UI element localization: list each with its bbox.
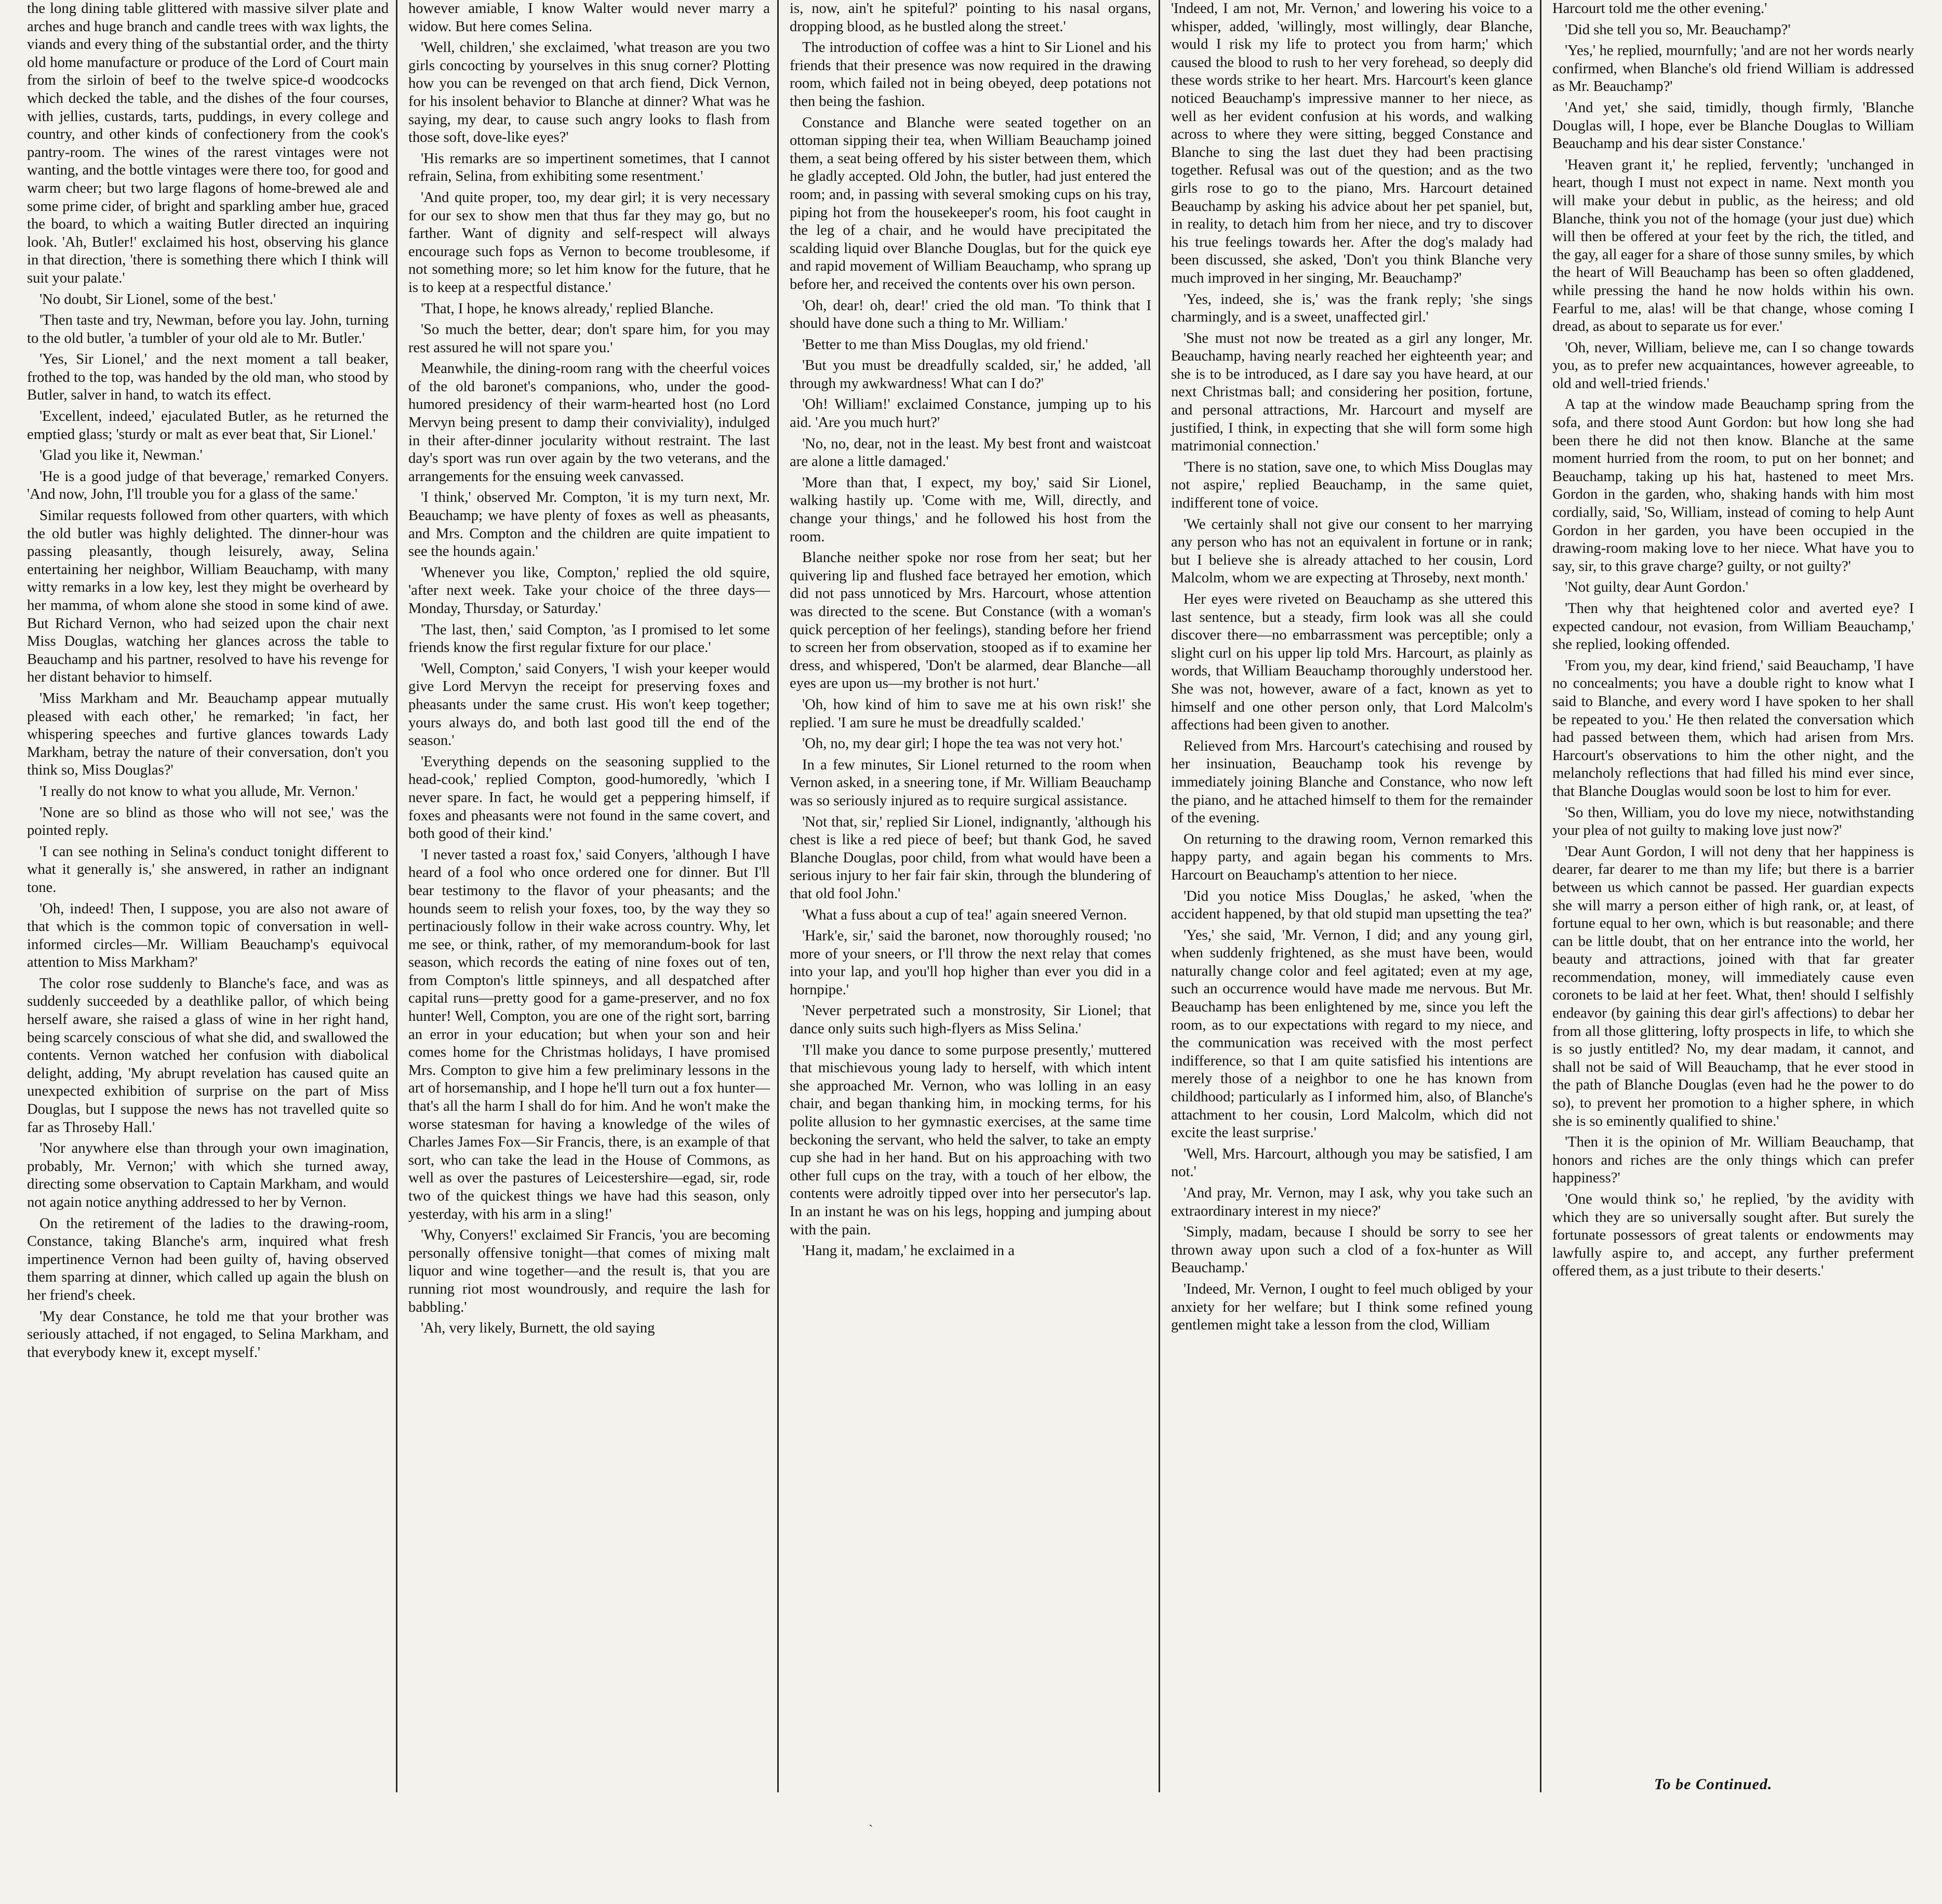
article-paragraph: 'Better to me than Miss Douglas, my old friend.' <box>802 336 1088 353</box>
article-paragraph: 'Then it is the opinion of Mr. William Beauchamp, that honors and riches are the only things which can prefer happiness?' <box>1552 1134 1914 1187</box>
stray-print-mark: ` <box>869 1822 873 1838</box>
article-paragraph: 'And yet,' she said, timidly, though firmly, 'Blanche Douglas will, I hope, ever be Blanche Douglas to William Beauchamp and his dear sister Constance.' <box>1552 99 1914 152</box>
article-paragraph: 'Everything depends on the seasoning supplied to the head-cook,' replied Compton, good-humoredly, 'which I never spare. In fact, he would get a peppering himself, if foxes and pheasants were not found in the same covert, and both good of their kind.' <box>408 753 770 842</box>
article-paragraph: 'Glad you like it, Newman.' <box>39 447 203 464</box>
article-paragraph: 'There is no station, save one, to which Miss Douglas may not aspire,' replied Beauchamp, in the same quiet, indifferent tone of voice. <box>1171 459 1533 512</box>
article-paragraph: 'Oh, indeed! Then, I suppose, you are also not aware of that which is the common topic of conversation in well-informed circles—Mr. William Beauchamp's equivocal attention to Miss Markham?' <box>27 900 389 971</box>
article-paragraph: 'None are so blind as those who will not see,' was the pointed reply. <box>27 804 389 839</box>
article-paragraph: 'Simply, madam, because I should be sorry to see her thrown away upon such a clod of a fox-hunter as Will Beauchamp.' <box>1171 1224 1533 1276</box>
article-paragraph: 'One would think so,' he replied, 'by the avidity with which they are so universally sought after. But surely the fortunate possessors of great talents or endowments may lawfully aspire to, and accept, any further preferment offered them, as a just tribute to their deserts.' <box>1552 1191 1914 1280</box>
article-paragraph: 'She must not now be treated as a girl any longer, Mr. Beauchamp, having nearly reached her eighteenth year; and she is to be introduced, as I dare say you have heard, at our next Christmas ball; and considering her position, fortune, and personal attractions, Mr. Harcourt and myself are justified, I think, in expecting that she will form some high matrimonial connection.' <box>1171 330 1533 455</box>
article-paragraph: 'So much the better, dear; don't spare him, for you may rest assured he will not spare you.' <box>408 322 770 356</box>
article-paragraph: Her eyes were riveted on Beauchamp as she uttered this last sentence, but a steady, firm look was all she could discover there—no embarrassment was perceptible; only a slight curl on his upper lip told Mrs. Harcourt, as plainly as words, that William Beauchamp thoroughly understood her. She was not, however, aware of a fact, known as yet to himself and one other person only, that Lord Malcolm's affections had been given to another. <box>1171 591 1533 734</box>
article-paragraph: 'Yes, indeed, she is,' was the frank reply; 'she sings charmingly, and is a sweet, unaffected girl.' <box>1171 291 1533 326</box>
article-paragraph: 'No, no, dear, not in the least. My best front and waistcoat are alone a little damaged.' <box>790 435 1151 470</box>
article-paragraph: 'Well, Compton,' said Conyers, 'I wish your keeper would give Lord Mervyn the receipt for preserving foxes and pheasants under the same crust. His won't keep together; yours always do, and both last good till the end of the season.' <box>408 660 770 749</box>
article-paragraph: 'That, I hope, he knows already,' replied Blanche. <box>421 300 714 317</box>
article-paragraph: however amiable, I know Walter would never marry a widow. But here comes Selina. <box>408 1 770 35</box>
article-paragraph: 'We certainly shall not give our consent to her marrying any person who has not an equivalent in fortune or in rank; but I believe she is already attached to her cousin, Lord Malcolm, whom we are expecting at Throseby, next month.' <box>1171 516 1533 587</box>
article-paragraph: 'Oh, how kind of him to save me at his own risk!' she replied. 'I am sure he must be dreadfully scalded.' <box>790 696 1151 731</box>
article-paragraph: 'Not guilty, dear Aunt Gordon.' <box>1565 579 1749 596</box>
article-paragraph: 'Indeed, Mr. Vernon, I ought to feel much obliged by your anxiety for her welfare; but I think some refined young gentlemen might take a lesson from the clod, William <box>1171 1281 1533 1334</box>
article-paragraph: 'Then why that heightened color and averted eye? I expected candour, not evasion, from William Beauchamp,' she replied, looking offended. <box>1552 601 1914 653</box>
article-paragraph: 'My dear Constance, he told me that your brother was seriously attached, if not engaged, to Selina Markham, and that everybody knew it, except myself.' <box>27 1308 389 1361</box>
article-paragraph: 'Whenever you like, Compton,' replied the old squire, 'after next week. Take your choice of the three days—Monday, Thursday, or Saturday.' <box>408 564 770 617</box>
article-paragraph: 'Yes,' he replied, mournfully; 'and are not her words nearly confirmed, when Blanche's old friend William is addressed as Mr. Beauchamp?' <box>1552 43 1914 95</box>
article-paragraph: 'I can see nothing in Selina's conduct tonight different to what it generally is,' she answered, in rather an indignant tone. <box>27 843 389 896</box>
column-4 <box>1160 0 1541 1792</box>
article-paragraph: On the retirement of the ladies to the drawing-room, Constance, taking Blanche's arm, inquired what fresh impertinence Vernon had been guilty of, having observed them sparring at dinner, which called up again the blush on her friend's cheek. <box>27 1215 389 1303</box>
article-paragraph: 'Oh! William!' exclaimed Constance, jumping up to his aid. 'Are you much hurt?' <box>790 396 1151 431</box>
article-paragraph: 'Heaven grant it,' he replied, fervently; 'unchanged in heart, though I must not expect in name. Next month you will make your debut in public, as the heiress; and old Blanche, think you not of the homage (your just due) which will then be offered at your feet by the rich, the titled, and the gay, all eager for a share of those sunny smiles, by which the heart of Will Beauchamp has been so often gladdened, while pressing the hand he now holds within his own. Fearful to me, alas! will be that change, whose coming I dread, as about to separate us for ever.' <box>1552 156 1914 335</box>
article-paragraph: 'His remarks are so impertinent sometimes, that I cannot refrain, Selina, from exhibiting some resentment.' <box>408 150 770 185</box>
text-columns <box>16 0 1922 1792</box>
article-paragraph: 'Then taste and try, Newman, before you lay. John, turning to the old butler, 'a tumbler of your old ale to Mr. Butler.' <box>27 312 389 347</box>
article-paragraph: The introduction of coffee was a hint to Sir Lionel and his friends that their presence was now required in the drawing room, which failed not in being obeyed, deep potations not then being the fashion. <box>790 39 1151 110</box>
article-paragraph: 'Miss Markham and Mr. Beauchamp appear mutually pleased with each other,' he remarked; 'in fact, her whispering speeches and furtive glances towards Lady Markham, betray the nature of their conversation, don't you think so, Miss Douglas?' <box>27 690 389 779</box>
article-paragraph: is, now, ain't he spiteful?' pointing to his nasal organs, dropping blood, as he bustled along the street.' <box>790 1 1151 35</box>
article-paragraph: 'But you must be dreadfully scalded, sir,' he added, 'all through my awkwardness! What can I do?' <box>790 357 1151 392</box>
article-paragraph: 'More than that, I expect, my boy,' said Sir Lionel, walking hastily up. 'Come with me, Will, directly, and change your things,' and he followed his host from the room. <box>790 474 1151 545</box>
article-paragraph: The color rose suddenly to Blanche's face, and was as suddenly succeeded by a deathlike pallor, of which being herself aware, she raised a glass of wine in her right hand, being scarcely conscious of what she did, and swallowed the contents. Vernon watched her confusion with diabolical delight, adding, 'My abrupt revelation has caused quite an unexpected exhibition of surprise on the part of Miss Douglas, but I suppose the news has not travelled quite so far as Throseby Hall.' <box>27 975 389 1136</box>
article-paragraph: 'I'll make you dance to some purpose presently,' muttered that mischievous young lady to herself, with which intent she approached Mr. Vernon, who was lolling in an easy chair, and began thanking him, in mocking terms, for his polite allusion to her gymnastic exercises, at the same time beckoning the servant, who held the salver, to take an empty cup she had in her hand. But on his approaching with two other full cups on the tray, with a touch of her elbow, the contents were adroitly tipped over into her persecutor's lap. In an instant he was on his legs, hopping and jumping about with the pain. <box>790 1042 1151 1238</box>
article-paragraph: Blanche neither spoke nor rose from her seat; but her quivering lip and flushed face betrayed her emotion, which did not pass unnoticed by Mrs. Harcourt, whose attention was directed to the scene. But Constance (with a woman's quick perception of her feelings), standing before her friend to screen her from observation, stooped as if to examine her dress, and whispered, 'Don't be alarmed, dear Blanche—all eyes are upon us—my brother is not hurt.' <box>790 550 1151 692</box>
article-paragraph: 'Dear Aunt Gordon, I will not deny that her happiness is dearer, far dearer to me than my life; but there is a barrier between us which cannot be passed. Her guardian expects she will marry a person either of high rank, or, at least, of fortune equal to her own, which is but reasonable; and there can be little doubt, that on her entrance into the world, her beauty and attractions, joined with that far greater recommendation, money, will immediately cause even coronets to be laid at her feet. What, then! should I selfishly endeavor (by gaining this dear girl's affections) to debar her from all those glittering, lofty prospects in life, to which she is so justly entitled? No, my dear madam, it cannot, and shall not be said of Will Beauchamp, that he ever stood in the path of Blanche Douglas (even had he the power to do so), to prevent her promotion to a higher sphere, in which she is so eminently qualified to shine.' <box>1552 843 1914 1129</box>
article-paragraph: 'Nor anywhere else than through your own imagination, probably, Mr. Vernon;' with which she turned away, directing some observation to Captain Markham, and would not again notice anything addressed to her by Vernon. <box>27 1140 389 1210</box>
article-paragraph: 'Did she tell you so, Mr. Beauchamp?' <box>1565 21 1791 38</box>
article-paragraph: 'Oh, no, my dear girl; I hope the tea was not very hot.' <box>802 736 1123 752</box>
article-paragraph: Meanwhile, the dining-room rang with the cheerful voices of the old baronet's companions, who, under the good-humored presidency of their warm-hearted host (no Lord Mervyn being present to damp their conviviality), indulged in their after-dinner jocularity without restraint. The last day's sport was run over again by the two veterans, and the arrangements for the ensuing week canvassed. <box>408 361 770 485</box>
article-paragraph: 'Not that, sir,' replied Sir Lionel, indignantly, 'although his chest is like a red piece of beef; but thank God, he saved Blanche Douglas, poor child, from what would have been a serious injury to her fair fair skin, through the blundering of that old fool John.' <box>790 814 1151 902</box>
article-paragraph: 'Indeed, I am not, Mr. Vernon,' and lowering his voice to a whisper, added, 'willingly, most willingly, dear Blanche, would I risk my life to protect you from harm;' which caused the blood to rush to her very forehead, so deeply did these words strike to her heart. Mrs. Harcourt's keen glance noticed Beauchamp's impressive manner to her niece, as well as her evident confusion at his words, and walking across to where they were sitting, begged Constance and Blanche to sing the last duet they had been practising together. Refusal was out of the question; and as the two girls rose to go to the piano, Mrs. Harcourt detained Beauchamp by asking his advice about her pet spaniel, but, in reality, to detach him from her niece, and try to discover his true feelings towards her. After the dog's malady had been discussed, she asked, 'Don't you think Blanche very much improved in her singing, Mr. Beauchamp?' <box>1171 1 1533 286</box>
article-paragraph: 'Why, Conyers!' exclaimed Sir Francis, 'you are becoming personally offensive tonight—that comes of mixing malt liquor and wine together—and the result is, that you are running riot most woundrously, and require the lash for babbling.' <box>408 1227 770 1315</box>
article-paragraph: 'Never perpetrated such a monstrosity, Sir Lionel; that dance only suits such high-flyers as Miss Selina.' <box>790 1003 1151 1037</box>
article-paragraph: 'He is a good judge of that beverage,' remarked Conyers. 'And now, John, I'll trouble you for a glass of the same.' <box>27 468 389 503</box>
column-rule <box>1159 0 1160 1792</box>
column-5 <box>1541 0 1922 1792</box>
article-paragraph: 'Excellent, indeed,' ejaculated Butler, as he returned the emptied glass; 'sturdy or malt as ever beat that, Sir Lionel.' <box>27 408 389 443</box>
article-paragraph: 'I never tasted a roast fox,' said Conyers, 'although I have heard of a fool who once ordered one for dinner. But I'll bear testimony to the flavor of your pheasants; and the hounds seem to relish your foxes, too, by the way they so pertinaciously follow in their wake across country. Why, let me see, or think, rather, of my memorandum-book for last season, which records the eating of nine foxes out of ten, from Compton's little spinneys, and all despatched after capital runs—pretty good for a game-preserver, and no fox hunter! Well, Compton, you are one of the right sort, barring an error in your education; but when your son and heir comes home for the Christmas holidays, I have promised Mrs. Compton to give him a few preliminary lessons in the art of horsemanship, and I hope he'll turn out a fox hunter—that's all the harm I shall do for him. And he won't make the worse statesman for having a knowledge of the wiles of Charles James Fox—Sir Francis, there, is an example of that sort, who can take the lead in the House of Commons, as well as over the pastures of Leicestershire—egad, sir, rode two of the quickest things we have had this season, only yesterday, with his arm in a sling!' <box>408 846 770 1222</box>
article-paragraph: In a few minutes, Sir Lionel returned to the room when Vernon asked, in a sneering tone, if Mr. William Beauchamp was so seriously injured as to require surgical assistance. <box>790 756 1151 809</box>
article-paragraph: 'The last, then,' said Compton, 'as I promised to let some friends know the first regular fixture for our place.' <box>408 621 770 656</box>
article-paragraph: 'I really do not know to what you allude, Mr. Vernon.' <box>39 783 358 800</box>
article-paragraph: 'No doubt, Sir Lionel, some of the best.' <box>39 291 276 308</box>
article-paragraph: 'And pray, Mr. Vernon, may I ask, why you take such an extraordinary interest in my niece?' <box>1171 1185 1533 1219</box>
article-paragraph: 'And quite proper, too, my dear girl; it is very necessary for our sex to show men that thus far they may go, but no farther. Want of dignity and self-respect will always encourage such fops as Vernon to become troublesome, if not something more; so let him know for the future, that he is to keep at a respectful distance.' <box>408 189 770 296</box>
column-2 <box>397 0 778 1792</box>
to-be-continued: To be Continued. <box>1654 1776 1773 1793</box>
article-paragraph: 'From you, my dear, kind friend,' said Beauchamp, 'I have no concealments; you have a double right to know what I said to Blanche, and every word I have spoken to her shall be repeated to you.' He then related the conversation which had passed between them, which had arisen from Mrs. Harcourt's observations to him the other night, and the melancholy reflections that had filled his mind ever since, that Blanche Douglas would soon be lost to him for ever. <box>1552 657 1914 800</box>
article-paragraph: Constance and Blanche were seated together on an ottoman sipping their tea, when William Beauchamp joined them, a seat being offered by his sister between them, which he gladly accepted. Old John, the butler, had just entered the room; and, in passing with several smoking cups on his tray, piping hot from the housekeeper's room, his foot caught in the leg of a chair, and he would have precipitated the scalding liquid over Blanche Douglas, but for the quick eye and rapid movement of William Beauchamp, who sprang up before her, and received the contents over his own person. <box>790 114 1151 292</box>
article-paragraph: On returning to the drawing room, Vernon remarked this happy party, and again began his comments to Mrs. Harcourt on Beauchamp's attention to her niece. <box>1171 831 1533 883</box>
column-rule <box>1540 0 1541 1792</box>
article-paragraph: Relieved from Mrs. Harcourt's catechising and roused by her insinuation, Beauchamp took his revenge by immediately joining Blanche and Constance, who now left the piano, and he attached himself to them for the remainder of the evening. <box>1171 738 1533 827</box>
article-paragraph: 'Ah, very likely, Burnett, the old saying <box>421 1320 655 1337</box>
article-paragraph: 'Hang it, madam,' he exclaimed in a <box>802 1243 1015 1259</box>
article-paragraph: 'Oh, never, William, believe me, can I so change towards you, as to prefer new acquaintances, however agreeable, to old and well-tried friends.' <box>1552 339 1914 392</box>
article-paragraph: Similar requests followed from other quarters, with which the old butler was highly delighted. The dinner-hour was passing pleasantly, though leisurely, away, Selina entertaining her neighbor, William Beauchamp, with many witty remarks in a low key, lest they might be overheard by her mamma, of whom alone she stood in some kind of awe. But Richard Vernon, who had seized upon the chair next Miss Douglas, watching her glances across the table to Beauchamp and his partner, resolved to have his revenge for her distant behavior to himself. <box>27 508 389 686</box>
column-3 <box>778 0 1160 1792</box>
article-paragraph: 'I think,' observed Mr. Compton, 'it is my turn next, Mr. Beauchamp; we have plenty of foxes as well as pheasants, and Mrs. Compton and the children are quite impatient to see the hounds again.' <box>408 489 770 560</box>
article-paragraph: 'Yes,' she said, 'Mr. Vernon, I did; and any young girl, when suddenly frightened, as she must have been, would naturally change color and feel agitated; even at my age, such an occurrence would have made me nervous. But Mr. Beauchamp has been enlightened by me, since you left the room, as to our expectations with regard to my niece, and the communication was received with the most perfect indifference, so that I am quite satisfied his intentions are merely those of a neighbor to one he has known from childhood; particularly as I informed him, also, of Blanche's attachment to her cousin, Lord Malcolm, which did not excite the least surprise.' <box>1171 927 1533 1141</box>
column-rule <box>777 0 779 1792</box>
article-paragraph: 'Hark'e, sir,' said the baronet, now thoroughly roused; 'no more of your sneers, or I'll throw the next relay that comes into your lap, and you'll hop higher than ever you did in a hornpipe.' <box>790 928 1151 998</box>
article-paragraph: 'What a fuss about a cup of tea!' again sneered Vernon. <box>802 907 1127 923</box>
column-1 <box>16 0 397 1792</box>
article-paragraph: 'Well, Mrs. Harcourt, although you may be satisfied, I am not.' <box>1171 1146 1533 1180</box>
column-rule <box>396 0 397 1792</box>
article-paragraph: 'Yes, Sir Lionel,' and the next moment a tall beaker, frothed to the top, was handed by the old man, who stood by Butler, salver in hand, to watch its effect. <box>27 351 389 404</box>
article-paragraph: the long dining table glittered with massive silver plate and arches and huge branch and candle trees with wax lights, the viands and every thing of the substantial order, and the thirty old home manufacture or produce of the Lord of Court main from the sirloin of beef to the twelve spice-d woodcocks which decked the table, and the dishes of the four courses, with jellies, custards, tarts, puddings, in every college and country, and other kinds of confectionery from the cook's pantry-room. The wines of the rarest vintages were not wanting, and the bottle vintages were there too, for good and warm cheer; but two large flagons of home-brewed ale and some prime cider, of bright and sparkling amber hue, graced the board, to which a waiting Butler directed an inquiring look. 'Ah, Butler!' exclaimed his host, observing his glance in that direction, 'there is something there which I think will suit your palate.' <box>27 1 389 286</box>
article-paragraph: 'Oh, dear! oh, dear!' cried the old man. 'To think that I should have done such a thing to Mr. William.' <box>790 297 1151 332</box>
article-paragraph: 'Did you notice Miss Douglas,' he asked, 'when the accident happened, by that old stupid man upsetting the tea?' <box>1171 888 1533 923</box>
article-paragraph: A tap at the window made Beauchamp spring from the sofa, and there stood Aunt Gordon: but how long she had been there he did not then know. Blanche at the same moment hurried from the room, to put on her bonnet; and Beauchamp, taking up his hat, hastened to meet Mrs. Gordon in the garden, who, shaking hands with him most cordially, said, 'So, William, instead of coming to help Aunt Gordon in her garden, you have been occupied in the drawing-room making love to her niece. What have you to say, sir, to this grave charge? guilty, or not guilty?' <box>1552 396 1914 575</box>
article-paragraph: 'So then, William, you do love my niece, notwithstanding your plea of not guilty to making love just now?' <box>1552 804 1914 839</box>
article-paragraph: Harcourt told me the other evening.' <box>1552 1 1767 17</box>
article-paragraph: 'Well, children,' she exclaimed, 'what treason are you two girls concocting by yourselves in this snug corner? Plotting how you can be revenged on that arch fiend, Dick Vernon, for his insolent behavior to Blanche at dinner? What was he saying, my dear, to cause such angry looks to flash from those soft, dove-like eyes?' <box>408 39 770 146</box>
